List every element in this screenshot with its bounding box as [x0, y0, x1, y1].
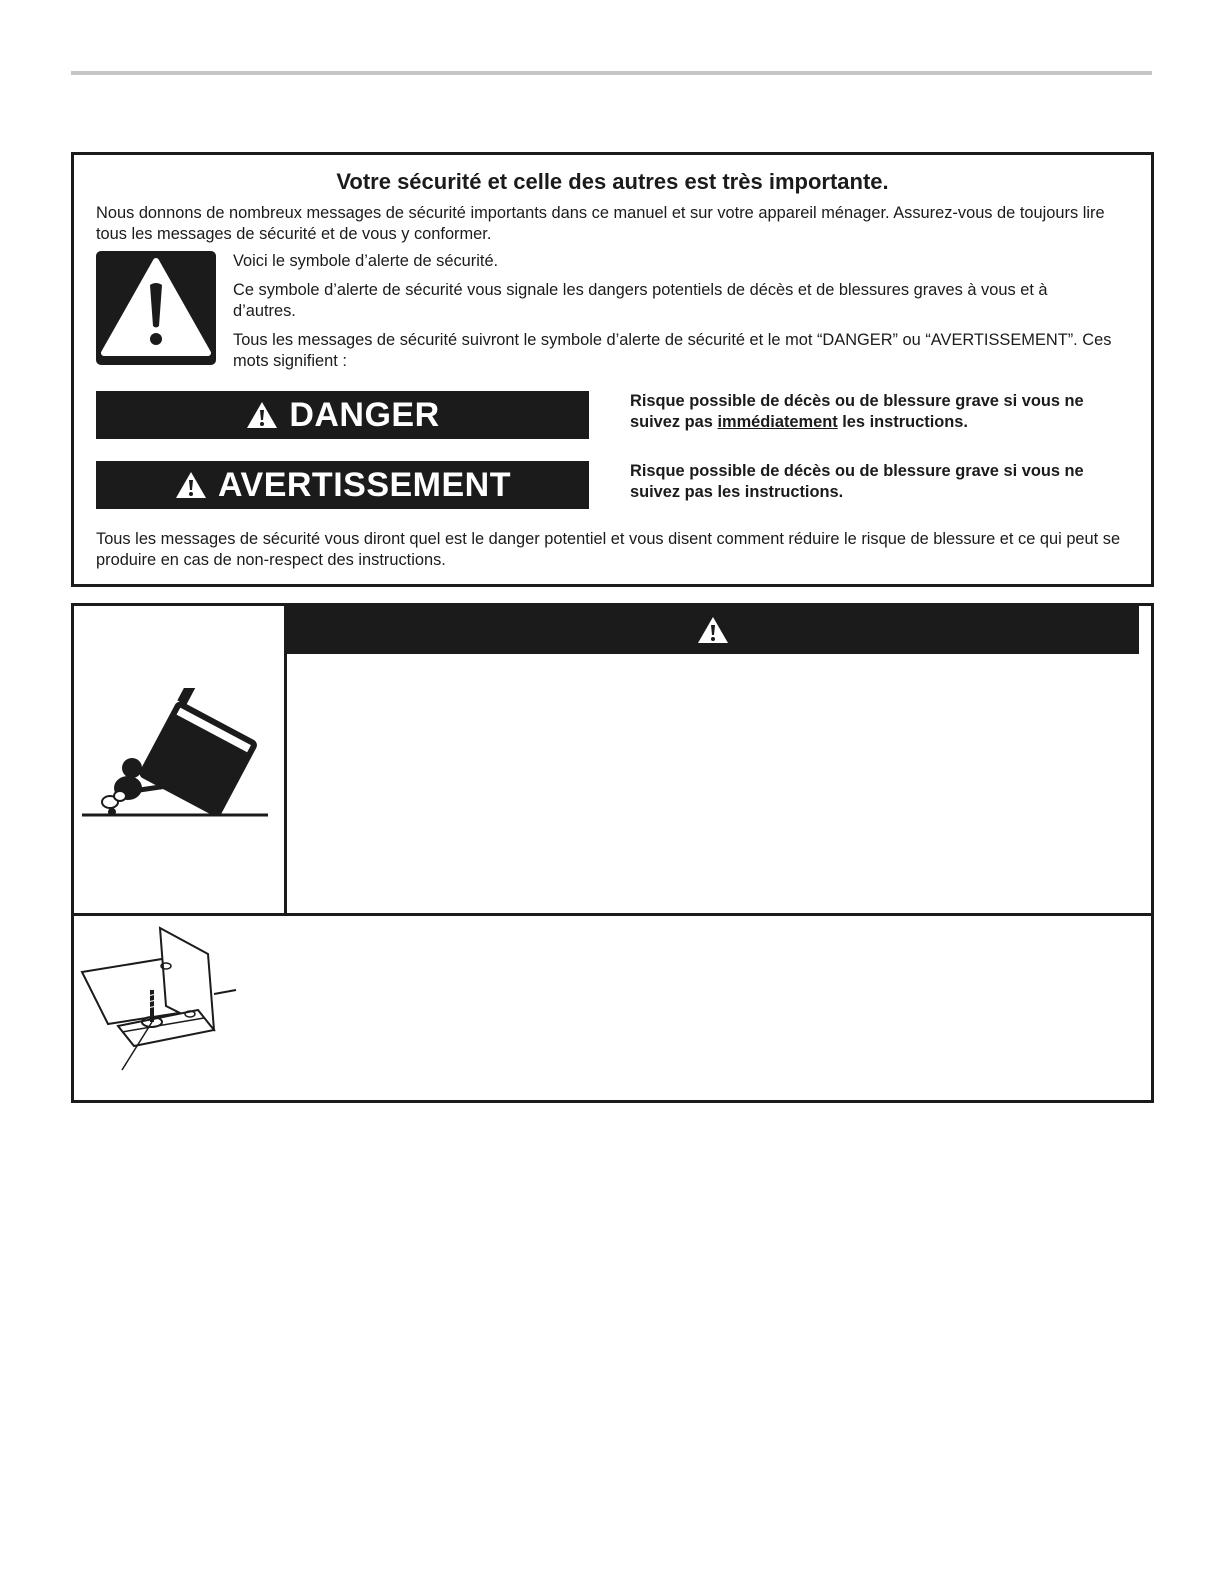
top-rule [71, 71, 1152, 75]
danger-banner [96, 391, 589, 439]
tip-over-illustration-panel [74, 606, 287, 913]
safety-alert-symbol-icon [96, 251, 216, 365]
warning-triangle-icon [174, 470, 208, 500]
danger-text-part: Risque possible de décès ou de blessure grave si vous ne suivez pas [630, 392, 1084, 431]
warning-triangle-icon [696, 615, 730, 645]
warning-banner [96, 461, 589, 509]
section-divider [74, 913, 1151, 916]
warning-label: AVERTISSEMENT [217, 465, 511, 504]
symbol-line-2: Ce symbole d’alerte de sécurité vous signale les dangers potentiels de décès et de blessures graves à vous et à d’autres. [233, 281, 1048, 320]
symbol-line-3: Tous les messages de sécurité suivront le symbole d’alerte de sécurité et le mot “DANGER” ou “AVERTISSEMENT”. Ces mots signifient : [233, 331, 1112, 370]
danger-label: DANGER [289, 395, 440, 434]
danger-text-part: les instructions. [837, 413, 968, 431]
tip-over-hazard-icon [82, 688, 268, 823]
safety-info-box [71, 152, 1154, 587]
tip-over-warning-box [71, 603, 1154, 1103]
danger-text-emphasis: immédiatement [717, 413, 838, 431]
safety-outro: Tous les messages de sécurité vous diront quel est le danger potentiel et vous disent comment réduire le risque de blessure et ce qui peut se produire en cas de non-respect des instructions. [96, 530, 1121, 569]
symbol-line-1: Voici le symbole d’alerte de sécurité. [233, 252, 499, 270]
warning-header-bar [287, 606, 1139, 654]
safety-intro: Nous donnons de nombreux messages de sécurité importants dans ce manuel et sur votre appareil ménager. Assurez-vous de toujours lire tous les messages de sécurité et de vous y conformer. [96, 204, 1105, 243]
safety-title: Votre sécurité et celle des autres est très importante. [336, 169, 889, 194]
danger-description [630, 391, 1135, 433]
warning-description: Risque possible de décès ou de blessure grave si vous ne suivez pas les instructions. [630, 462, 1084, 501]
symbol-explanation [233, 251, 1113, 380]
warning-triangle-icon [245, 400, 279, 430]
anti-tip-bracket-icon [78, 922, 238, 1072]
